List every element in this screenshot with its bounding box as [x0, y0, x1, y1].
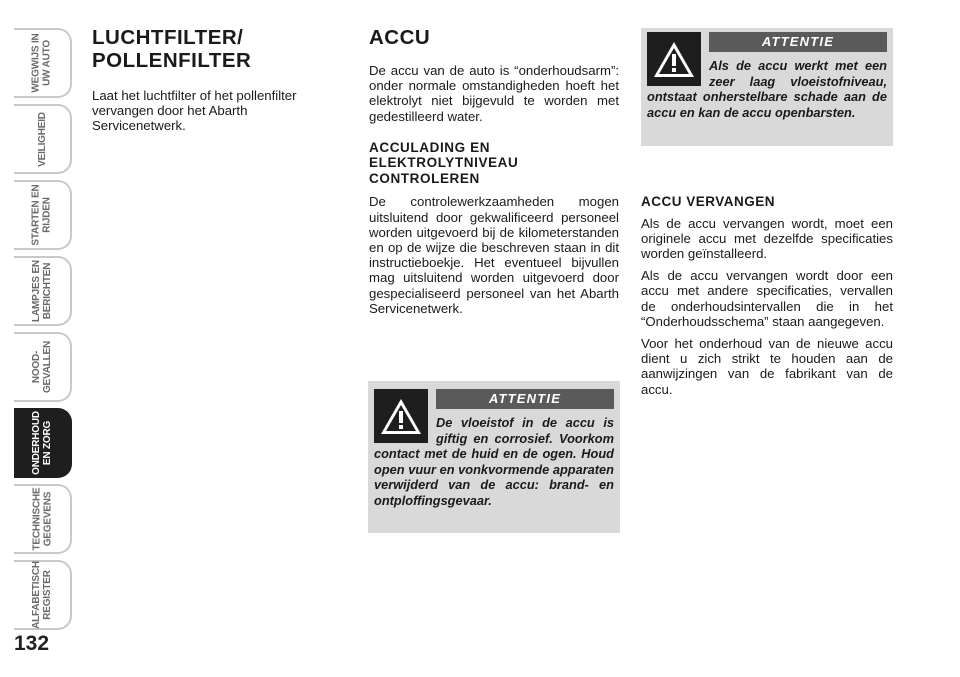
tab-technische[interactable] [14, 484, 72, 554]
warning-header: ATTENTIE [436, 389, 614, 409]
tab-label: VEILIGHEID [36, 111, 48, 167]
tab-label: STARTEN EN RIJDEN [31, 184, 53, 246]
tab-wegwijs[interactable] [14, 28, 72, 98]
paragraph: Als de accu vervangen wordt door een accu met andere specificaties, vervallen de onderhoudsintervallen die in het “Onderhoudsschema” staan aangegeven. [641, 268, 893, 329]
paragraph: Voor het onderhoud van de nieuwe accu dient u zich strikt te houden aan de aanwijzingen van de fabrikant van de accu. [641, 335, 893, 397]
warning-triangle-icon [374, 389, 428, 443]
warning-text: Als de accu werkt met een zeer laag vloeistofniveau, ontstaat onherstelbare schade aan de accu en kan de accu openbarsten. [647, 58, 887, 120]
warning-box-fluid [368, 381, 620, 533]
subsection-title: ACCU VERVANGEN [641, 194, 776, 209]
section-luchtfilter [92, 26, 344, 141]
tab-onderhoud[interactable] [14, 408, 72, 478]
page-number: 132 [14, 632, 50, 655]
section-accu [369, 26, 619, 323]
section-text: Laat het luchtfilter of het pollenfilter vervangen door het Abarth Servicenetwerk. [92, 88, 297, 134]
tab-alfabetisch[interactable] [14, 560, 72, 630]
warning-text: De vloeistof in de accu is giftig en corrosief. Voorkom contact met de huid en de ogen. Houd open vuur en vonkvormende apparaten verwijderd van de accu: brand- en ontploffingsgevaar. [374, 415, 614, 508]
paragraph: Als de accu vervangen wordt, moet een originele accu met dezelfde specificaties worden geïnstalleerd. [641, 215, 893, 261]
tab-starten[interactable] [14, 180, 72, 250]
tab-label: LAMPJES EN BERICHTEN [31, 260, 53, 322]
warning-box-level [641, 28, 893, 146]
section-title: LUCHTFILTER/ POLLENFILTER [92, 26, 252, 72]
section-title: ACCU [369, 26, 431, 49]
tab-label: WEGWIJS IN UW AUTO [31, 33, 53, 93]
tab-label: NOOD- GEVALLEN [30, 340, 53, 394]
subsection-title: ACCULADING EN ELEKTROLYTNIVEAU CONTROLEREN [369, 139, 519, 186]
tab-label: TECHNISCHE GEGEVENS [31, 487, 54, 551]
tab-veiligheid[interactable] [14, 104, 72, 174]
tab-lampjes[interactable] [14, 256, 72, 326]
tab-label: ALFABETISCH REGISTER [31, 561, 53, 629]
tab-label: ONDERHOUD EN ZORG [31, 411, 54, 475]
warning-header: ATTENTIE [709, 32, 887, 52]
tab-noodgevallen[interactable] [14, 332, 72, 402]
accu-intro: De accu van de auto is “onderhoudsarm”: onder normale omstandigheden hoeft het elektrolyt niet bijgevuld te worden met gedestilleerd water. [369, 63, 619, 124]
accu-body: De controlewerkzaamheden mogen uitsluitend door gekwalificeerd personeel worden uitgevoerd bij de kilometerstanden en op de wijze die beschreven staan in dit instructieboekje. Het eventueel bijvullen mag uitsluitend worden uitgevoerd door gespecialiseerd personeel van het Abarth Servicenetwerk. [369, 194, 619, 316]
warning-triangle-icon [647, 32, 701, 86]
section-accu-vervangen [641, 194, 893, 404]
